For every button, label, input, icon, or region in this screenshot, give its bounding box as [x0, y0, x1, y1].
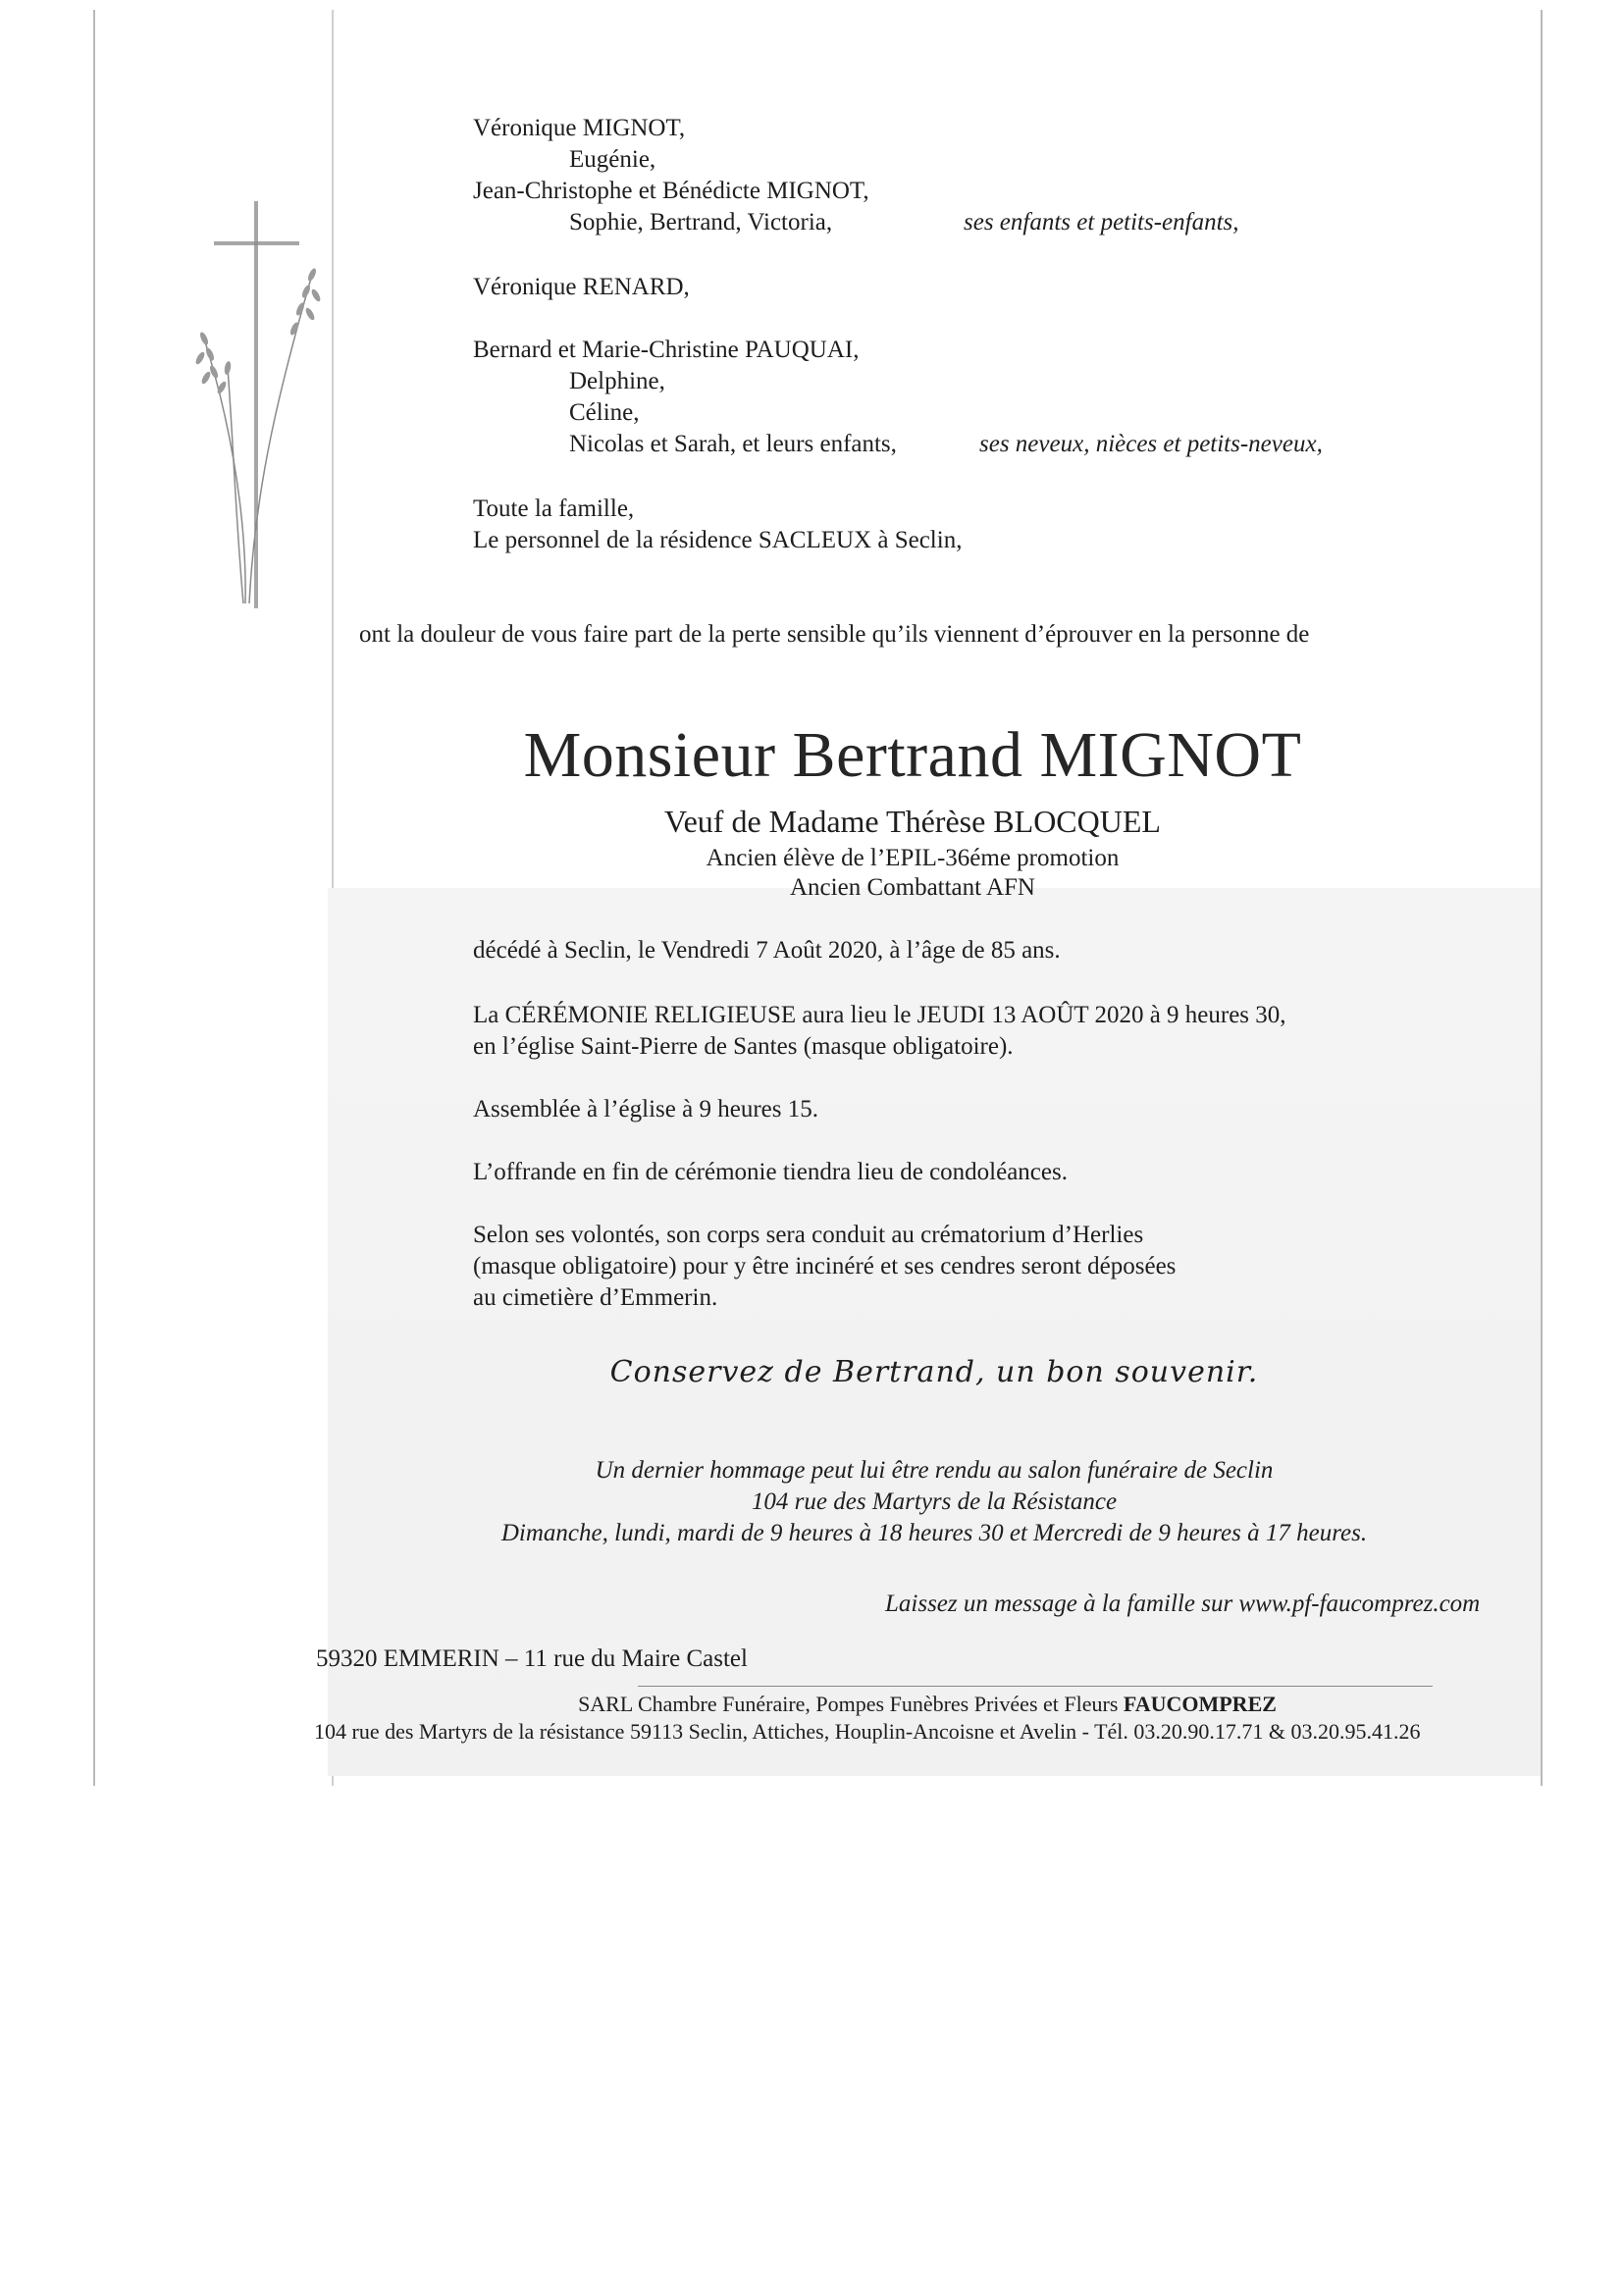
footer-company	[314, 1692, 1541, 1717]
announcement: ont la douleur de vous faire part de la perte sensible qu’ils viennent d’éprouver en la personne de	[359, 621, 1310, 648]
offering-line: L’offrande en fin de cérémonie tiendra lieu de condoléances.	[473, 1159, 1068, 1185]
family-line-6: Bernard et Marie-Christine PAUQUAI,	[473, 337, 860, 363]
family-line-7: Delphine,	[569, 368, 665, 394]
relation-children: ses enfants et petits-enfants,	[964, 209, 1239, 235]
footer-divider	[638, 1686, 1433, 1687]
family-line-1: Véronique MIGNOT,	[473, 115, 686, 141]
right-edge-line	[1541, 10, 1543, 1786]
deceased-name: Monsieur Bertrand MIGNOT	[523, 719, 1302, 791]
hommage-line-1: Un dernier hommage peut lui être rendu au salon funéraire de Seclin	[595, 1457, 1274, 1484]
relation-nephews: ses neveux, nièces et petits-neveux,	[979, 431, 1323, 457]
address-line: 59320 EMMERIN – 11 rue du Maire Castel	[316, 1645, 748, 1672]
widow-line: Veuf de Madame Thérèse BLOCQUEL	[664, 804, 1161, 839]
hommage-line-2: 104 rue des Martyrs de la Résistance	[751, 1488, 1118, 1515]
wish-line-2: (masque obligatoire) pour y être incinéré et ses cendres seront déposées	[473, 1253, 1177, 1279]
assembly-line: Assemblée à l’église à 9 heures 15.	[473, 1096, 818, 1122]
note-line-1: Ancien élève de l’EPIL-36éme promotion	[706, 845, 1120, 871]
note-line-2: Ancien Combattant AFN	[790, 874, 1035, 901]
family-line-9: Nicolas et Sarah, et leurs enfants,	[569, 431, 897, 457]
family-line-10: Toute la famille,	[473, 496, 635, 522]
hommage-line-3: Dimanche, lundi, mardi de 9 heures à 18 heures 30 et Mercredi de 9 heures à 17 heures.	[500, 1520, 1368, 1546]
death-line: décédé à Seclin, le Vendredi 7 Août 2020, à l’âge de 85 ans.	[473, 937, 1061, 964]
wish-line-1: Selon ses volontés, son corps sera conduit au crématorium d’Herlies	[473, 1222, 1144, 1248]
ceremony-line-2: en l’église Saint-Pierre de Santes (masque obligatoire).	[473, 1033, 1014, 1060]
footer-company-prefix: SARL Chambre Funéraire, Pompes Funèbres Privées et Fleurs	[578, 1692, 1119, 1716]
family-line-3: Jean-Christophe et Bénédicte MIGNOT,	[473, 178, 869, 204]
ceremony-line-1: La CÉRÉMONIE RELIGIEUSE aura lieu le JEUDI 13 AOÛT 2020 à 9 heures 30,	[473, 1002, 1286, 1028]
family-line-8: Céline,	[569, 399, 640, 426]
memory-line: Conservez de Bertrand, un bon souvenir.	[609, 1355, 1259, 1389]
family-line-5: Véronique RENARD,	[473, 274, 690, 300]
wish-line-3: au cimetière d’Emmerin.	[473, 1284, 718, 1311]
left-fold-line	[93, 10, 95, 1786]
cross-wheat-icon	[186, 191, 324, 613]
family-line-2: Eugénie,	[569, 146, 656, 173]
family-line-11: Le personnel de la résidence SACLEUX à Seclin,	[473, 527, 963, 553]
footer-company-brand: FAUCOMPREZ	[1123, 1692, 1277, 1716]
message-line: Laissez un message à la famille sur www.pf-faucomprez.com	[885, 1591, 1481, 1617]
family-line-4: Sophie, Bertrand, Victoria,	[569, 209, 833, 235]
footer-contact: 104 rue des Martyrs de la résistance 59113 Seclin, Attiches, Houplin-Ancoisne et Avelin - Tél. 03.20.90.17.71 & 03.20.95.41.26	[314, 1719, 1421, 1744]
